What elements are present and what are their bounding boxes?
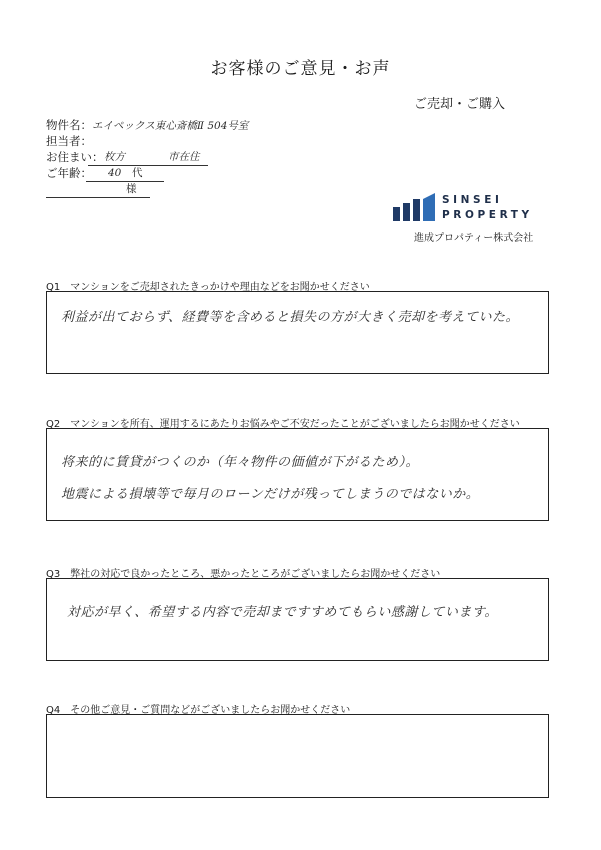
question-2-answer-line-2: 地震による損壊等で毎月のローンだけが残ってしまうのではないか。: [61, 487, 480, 502]
question-3-label: Q3 弊社の対応で良かったところ、悪かったところがございましたらお聞かせください: [46, 569, 441, 580]
transaction-type: ご売却・ご購入: [414, 97, 506, 112]
question-4-answer-box: [46, 714, 549, 798]
property-value: エイペックス東心斎橋Ⅱ 504号室: [92, 120, 249, 132]
logo-line-2: PROPERTY: [442, 209, 533, 221]
question-2-answer-line-1: 将来的に賃貸がつくのか（年々物件の価値が下がるため）。: [61, 455, 420, 470]
question-3-answer-line-1: 対応が早く、希望する内容で売却まですすめてもらい感謝しています。: [67, 605, 498, 620]
residence-label: お住まい：: [46, 150, 104, 164]
residence-row: [46, 150, 248, 166]
company-logo-icon: [393, 193, 437, 221]
question-1-answer-box: [46, 291, 549, 374]
age-row: [46, 166, 248, 182]
manager-label: 担当者：: [46, 134, 92, 148]
logo-line-1: SINSEI: [442, 194, 503, 206]
question-4-label: Q4 その他ご意見・ご質問などがございましたらお聞かせください: [46, 705, 351, 716]
name-underline: [46, 197, 150, 198]
age-label: ご年齢：: [46, 166, 92, 180]
age-suffix: 代: [132, 167, 143, 179]
question-1-label: Q1 マンションをご売却されたきっかけや理由などをお聞かせください: [46, 282, 370, 293]
manager-row: [46, 134, 248, 150]
property-label: 物件名：: [46, 118, 92, 132]
honorific: 様: [126, 183, 137, 195]
residence-suffix: 市在住: [168, 151, 200, 163]
question-2-label: Q2 マンションを所有、運用するにあたりお悩みやご不安だったことがございましたらお聞かせください: [46, 419, 520, 430]
question-2-answer-box: [46, 428, 549, 521]
residence-value: 枚方: [104, 151, 125, 163]
page-title: お客様のご意見・お声: [210, 59, 391, 79]
company-name: 進成プロパティー株式会社: [414, 233, 534, 244]
name-row: [46, 182, 248, 198]
customer-info: [46, 118, 248, 198]
question-3-answer-box: [46, 578, 549, 661]
property-row: [46, 118, 248, 134]
question-1-answer-line-1: 利益が出ておらず、経費等を含めると損失の方が大きく売却を考えていた。: [61, 310, 519, 325]
age-value: 40: [108, 167, 122, 179]
company-logo-text: [442, 193, 533, 223]
